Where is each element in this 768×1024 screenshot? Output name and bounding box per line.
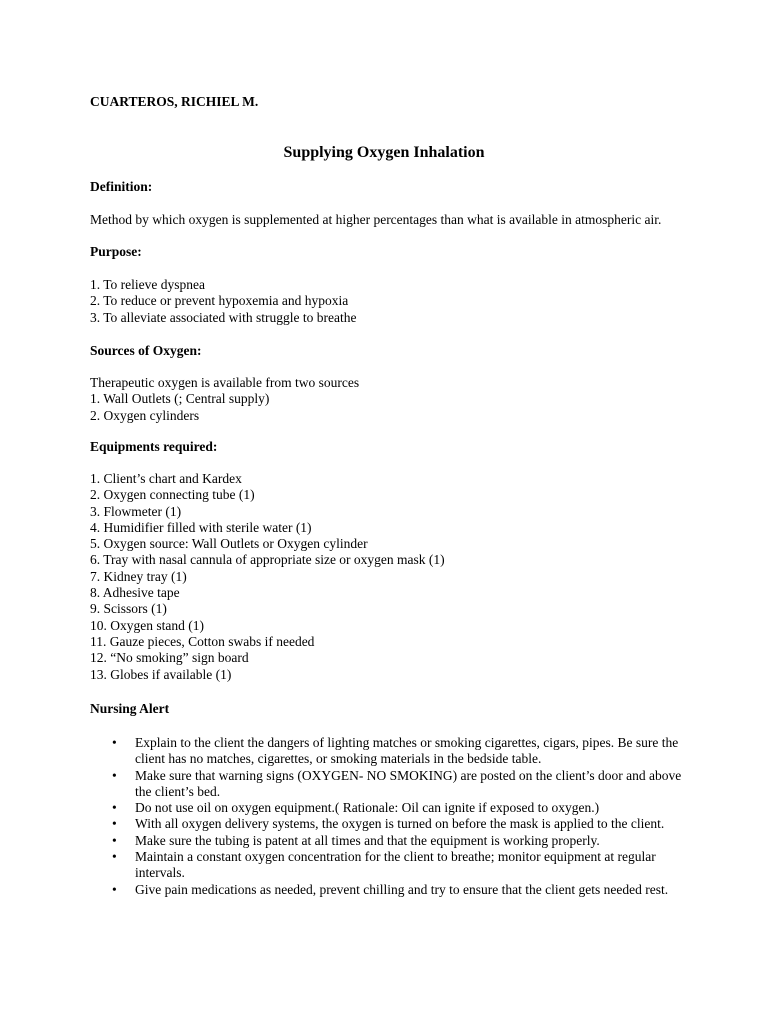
nursing-alert-heading: Nursing Alert	[90, 701, 170, 716]
bullet-item	[90, 816, 695, 832]
bullet-item	[90, 768, 695, 801]
bullet-icon: •	[112, 849, 117, 865]
bullet-text: Do not use oil on oxygen equipment.( Rationale: Oil can ignite if exposed to oxygen.)	[135, 800, 600, 816]
bullet-item	[90, 849, 695, 882]
purpose-list	[90, 277, 690, 326]
document-title: Supplying Oxygen Inhalation	[283, 144, 485, 161]
definition-text: Method by which oxygen is supplemented at higher percentages than what is available in atmospheric air.	[90, 212, 662, 227]
list-item: 3. Flowmeter (1)	[90, 503, 182, 519]
list-item: 1. Wall Outlets (; Central supply)	[90, 391, 270, 407]
bullet-item	[90, 800, 695, 816]
bullet-icon: •	[112, 832, 117, 848]
bullet-item	[90, 882, 695, 898]
equipments-heading: Equipments required:	[90, 439, 218, 454]
bullet-icon: •	[112, 735, 117, 750]
bullet-text: Explain to the client the dangers of lighting matches or smoking cigarettes, cigars, pipes. Be sure the client has no matches, cigarettes, or smoking materials in the bedside table.	[135, 735, 679, 767]
list-item: 7. Kidney tray (1)	[90, 568, 187, 584]
bullet-icon: •	[112, 816, 117, 832]
list-item: 10. Oxygen stand (1)	[90, 617, 204, 633]
bullet-text: Make sure that warning signs (OXYGEN- NO SMOKING) are posted on the client’s door and above the client’s bed.	[135, 767, 682, 799]
list-item: 8. Adhesive tape	[90, 585, 180, 601]
bullet-icon: •	[112, 767, 117, 783]
sources-intro: Therapeutic oxygen is available from two sources	[90, 375, 360, 390]
list-item: 6. Tray with nasal cannula of appropriate size or oxygen mask (1)	[90, 552, 445, 568]
document-page	[90, 0, 690, 1024]
bullet-text: Make sure the tubing is patent at all times and that the equipment is working properly.	[135, 832, 600, 848]
bullet-text: Maintain a constant oxygen concentration for the client to breathe; monitor equipment at regular intervals.	[135, 849, 656, 881]
author-name: CUARTEROS, RICHIEL M.	[90, 94, 259, 109]
bullet-item	[90, 833, 695, 849]
bullet-item	[90, 735, 695, 768]
list-item: 13. Globes if available (1)	[90, 666, 232, 682]
nursing-alert-list	[90, 735, 690, 898]
bullet-icon: •	[112, 800, 117, 816]
sources-heading: Sources of Oxygen:	[90, 343, 202, 358]
list-item: 4. Humidifier filled with sterile water (1)	[90, 519, 312, 535]
list-item: 5. Oxygen source: Wall Outlets or Oxygen cylinder	[90, 536, 368, 552]
bullet-text: Give pain medications as needed, prevent chilling and try to ensure that the client gets needed rest.	[135, 881, 669, 897]
bullet-text: With all oxygen delivery systems, the oxygen is turned on before the mask is applied to the client.	[135, 816, 665, 832]
sources-list	[90, 375, 690, 424]
purpose-heading: Purpose:	[90, 244, 142, 259]
definition-heading: Definition:	[90, 179, 153, 194]
list-item: 2. Oxygen connecting tube (1)	[90, 487, 255, 503]
list-item: 1. Client’s chart and Kardex	[90, 471, 242, 486]
list-item: 11. Gauze pieces, Cotton swabs if needed	[90, 633, 315, 649]
list-item: 9. Scissors (1)	[90, 601, 167, 617]
bullet-icon: •	[112, 881, 117, 897]
list-item: 12. “No smoking” sign board	[90, 650, 249, 666]
list-item: 2. To reduce or prevent hypoxemia and hypoxia	[90, 293, 349, 309]
list-item: 2. Oxygen cylinders	[90, 407, 200, 423]
list-item: 1. To relieve dyspnea	[90, 277, 206, 292]
list-item: 3. To alleviate associated with struggle to breathe	[90, 309, 357, 325]
equipments-list	[90, 471, 690, 683]
